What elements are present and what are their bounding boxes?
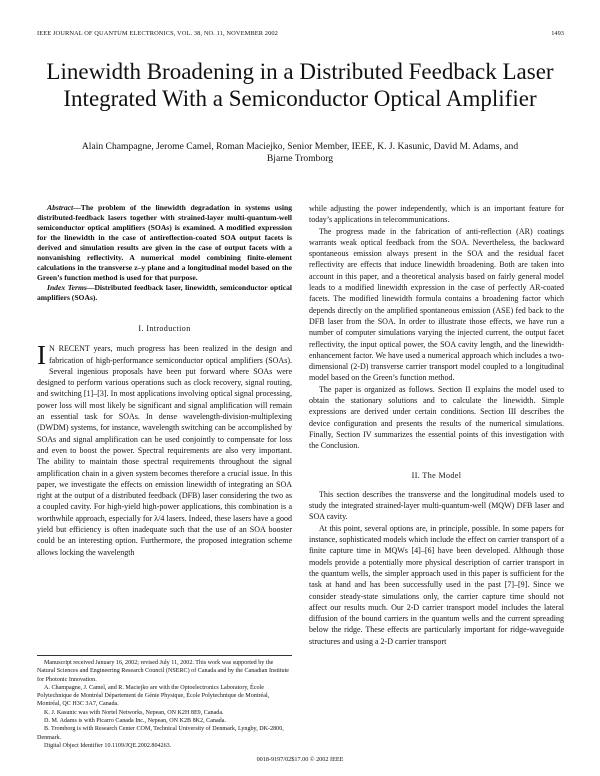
journal-header: IEEE JOURNAL OF QUANTUM ELECTRONICS, VOL. 38, NO. 11, NOVEMBER 2002 [37, 30, 278, 37]
copyright-line: 0018-9197/02$17.00 © 2002 IEEE [256, 756, 344, 763]
footnote [37, 655, 292, 750]
abstract-label: Abstract [47, 203, 74, 212]
intro-paragraph-1-continued: while adjusting the power independently, which is an important feature for today’s applications in telecommunications. [309, 204, 564, 225]
footnote-affiliation-1: A. Champagne, J. Camel, and R. Maciejko are with the Optoelectronics Laboratory, École Polytechnique de Montréal Département de Génie Physique, École Polytechnique de Montréal, Montréal, QC H3C 3A7, Canada. [37, 684, 270, 708]
section-heading-introduction: I. Introduction [138, 324, 191, 333]
page-number: 1493 [551, 30, 564, 37]
footnote-doi: Digital Object Identifier 10.1109/JQE.2002.804263. [44, 742, 172, 749]
intro-paragraph-3: The paper is organized as follows. Section II explains the model used to obtain the stationary solutions and to calculate the linewidth. Simple expressions are derived under certain conditions. Section III describes the device configuration and presents the results of the numerical simulations. Finally, Section IV summarizes the essential points of this investigation with the Conclusion. [309, 384, 564, 451]
abstract [37, 203, 292, 283]
index-terms [37, 283, 292, 303]
abstract-text: —The problem of the linewidth degradation in systems using distributed-feedback lasers together with strained-layer multi-quantum-well semiconductor optical amplifiers (SOAs) is examined. A modified expression for the linewidth in the case of antireflection-coated SOA output facets is derived and simulation results are given in the case of output facets with a nonvanishing reflectivity. A numerical model combining finite-element calculations in the transverse z–y plane and a longitudinal model based on the Green’s function method is used for that purpose. [37, 203, 292, 282]
section-heading-model: II. The Model [411, 470, 462, 480]
intro-paragraph-1 [37, 340, 292, 558]
model-paragraph-1: This section describes the transverse and the longitudinal models used to study the integrated strained-layer multi-quantum-well (MQW) DFB laser and SOA cavity. [309, 489, 564, 522]
footnote-affiliation-4: B. Tromborg is with Research Center COM, Technical University of Denmark, Lyngby, DK-2800, Denmark. [37, 726, 284, 741]
model-paragraph-2: At this point, several options are, in principle, possible. In some papers for instance, sophisticated models which include the effect on carrier transport of a finite capture time in MQWs [4]–[6] have been developed. Although those models provide a potentially more physical description of carrier transport in the quantum wells, the simpler approach used in this paper is sufficient for the task at hand and has been successfully used in the past [7]–[9]. Since we consider steady-state simulations only, the carrier capture time should not affect our results much. Our 2-D carrier transport model includes the lateral diffusion of the bound carriers in the quantum wells and the current spreading below the ridge. These effects are particularly important for ridge-waveguide structures and using a 2-D carrier transport [309, 523, 564, 646]
author-list [40, 141, 560, 165]
authors-line-1: Alain Champagne, Jerome Camel, Roman Maciejko, Senior Member, IEEE, K. J. Kasunic, David M. Adams, and [81, 141, 519, 152]
intro-paragraph-1-text: N RECENT years, much progress has been realized in the design and fabrication of high-performance semiconductor optical amplifiers (SOAs). Several ingenious proposals have been put forward where SOAs were designed to perform various operations such as clock recovery, signal routing, and switching [1]–[3]. In most applications involving optical signal processing, power loss will most likely be significant and signal amplification will remain an essential task for SOAs. In dense wavelength-division-multiplexing (DWDM) systems, for instance, wavelength switching can be accomplished by SOAs and signal amplification can be used conjointly to compensate for loss and even to boost the power. Spectral requirements are also very important. The ability to maintain those spectral requirements throughout the signal amplification chain in a given system becomes therefore a crucial issue. In this paper, we investigate the effects on emission linewidth of integrating an SOA right at the output of a distributed feedback (DFB) laser considering the two as a coupled cavity. For high-yield high-power applications, this combination is a worthwhile approach, especially for λ/4 lasers. Indeed, these lasers have a good yield but efficiency is often inadequate such that the use of an SOA booster could be an interesting option. Furthermore, the proposed integration scheme allows locking the wavelength [37, 344, 292, 557]
intro-paragraph-2: The progress made in the fabrication of anti-reflection (AR) coatings warrants weak optical feedback from the SOA. Nevertheless, the backward spontaneous emission always present in the SOA and the residual facet reflectivity are effects that induce linewidth broadening. Both are taken into account in this paper, and a theoretical analysis based on fairly general model leads to a modified linewidth expression in the case of perfectly AR-coated facets. The modified linewidth formula contains a broadening factor which depends directly on the amplified spontaneous emission (ASE) fed back to the DFB laser from the SOA. In order to illustrate those effects, we have run a number of computer simulations varying the injected current, the output facet reflectivity, the input optical power, the SOA cavity length, and the linewidth-enhancement factor. We have used a numerical approach which includes a two-dimensional (2-D) transverse carrier transport model coupled to a longitudinal model based on the Green’s function method. [309, 226, 564, 383]
left-column [37, 203, 292, 558]
index-terms-text: —Distributed feedback laser, linewidth, semiconductor optical amplifiers (SOAs). [37, 283, 293, 302]
footnote-received: Manuscript received January 16, 2002; revised July 11, 2002. This work was supported by the Natural Sciences and Engineering Research Council (NSERC) of Canada and by the Canadian Institute for Photonic Innovation. [37, 660, 289, 683]
drop-cap: I [37, 340, 46, 371]
index-terms-label: Index Terms [47, 283, 87, 292]
right-column [309, 203, 564, 647]
authors-line-2: Bjarne Tromborg [266, 153, 334, 164]
paper-title: Linewidth Broadening in a Distributed Feedback Laser Integrated With a Semiconductor Optical Amplifier [46, 59, 554, 111]
footnote-affiliation-2: K. J. Kasunic was with Nortel Networks, Nepean, ON K2H 8E9, Canada. [44, 709, 224, 716]
footnote-affiliation-3: D. M. Adams is with Picarro Canada Inc., Nepean, ON K2B 8K2, Canada. [44, 718, 226, 725]
